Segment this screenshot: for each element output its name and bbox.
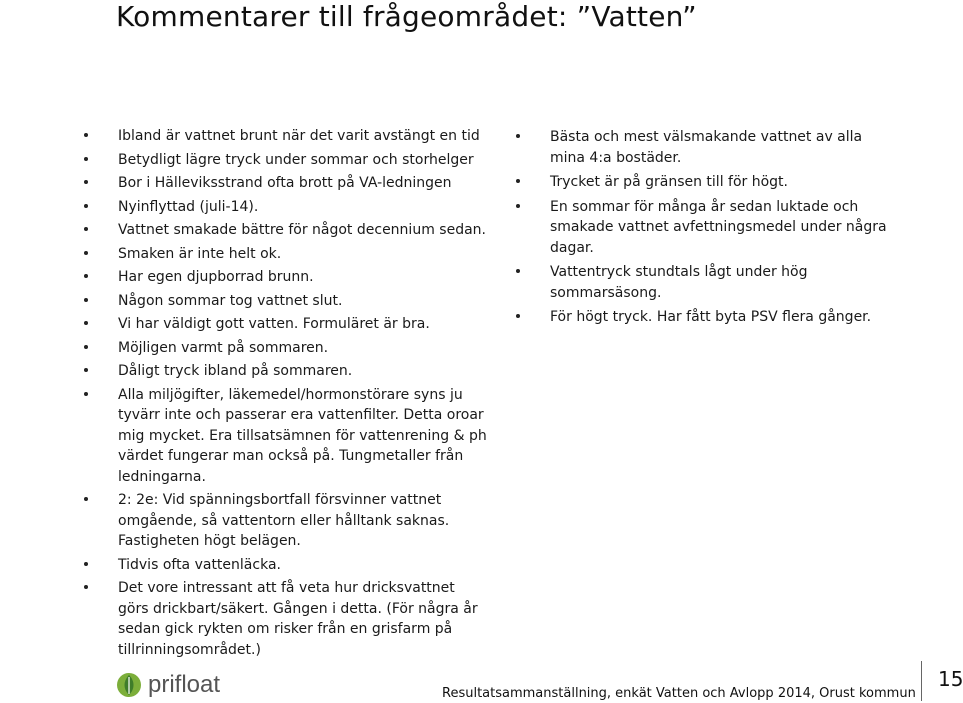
comment-text: Alla miljögifter, läkemedel/hormonstörare syns ju tyvärr inte och passerar era vattenfilter. Detta oroar mig mycket. Era tillsatsämnen för vattenrening & ph värdet fungerar man också på. Tungmetaller från ledningarna. <box>118 386 487 485</box>
comment-text: Smaken är inte helt ok. <box>118 245 282 262</box>
comment-text: Bästa och mest välsmakande vattnet av alla mina 4:a bostäder. <box>550 129 863 166</box>
bullet-icon <box>84 204 88 208</box>
comment-text: Trycket är på gränsen till för högt. <box>550 174 788 190</box>
list-item <box>118 361 488 382</box>
footer-text: Resultatsammanställning, enkät Vatten och Avlopp 2014, Orust kommun <box>442 686 916 701</box>
bullet-icon <box>516 269 520 273</box>
bullet-icon <box>516 134 520 138</box>
comment-text: En sommar för många år sedan luktade och smakade vattnet avfettningsmedel under några dagar. <box>550 198 887 256</box>
comment-text: Betydligt lägre tryck under sommar och storhelger <box>118 151 474 168</box>
bullet-icon <box>84 274 88 278</box>
bullet-icon <box>84 133 88 137</box>
list-item <box>550 172 895 193</box>
bullet-icon <box>84 562 88 566</box>
slide-title: Kommentarer till frågeområdet: ”Vatten” <box>116 0 697 33</box>
list-item <box>118 385 488 488</box>
bullet-icon <box>84 298 88 302</box>
right-comment-list <box>550 127 895 332</box>
bullet-icon <box>516 179 520 183</box>
comment-text: Det vore intressant att få veta hur dricksvattnet görs drickbart/säkert. Gången i detta. (För några år sedan gick rykten om risker från en grisfarm på tillrinningsområdet.) <box>118 580 478 658</box>
list-item <box>118 267 488 288</box>
comment-text: Tidvis ofta vattenläcka. <box>118 556 281 573</box>
list-item <box>118 490 488 552</box>
list-item <box>118 197 488 218</box>
bullet-icon <box>84 157 88 161</box>
list-item <box>118 555 488 576</box>
bullet-icon <box>84 180 88 184</box>
bullet-icon <box>84 251 88 255</box>
page-number: 15 <box>938 667 963 691</box>
list-item <box>550 262 895 303</box>
list-item <box>118 314 488 335</box>
comment-text: Någon sommar tog vattnet slut. <box>118 292 343 309</box>
bullet-icon <box>84 392 88 396</box>
bullet-icon <box>516 314 520 318</box>
comment-text: Har egen djupborrad brunn. <box>118 269 314 285</box>
comment-text: Vi har väldigt gott vatten. Formuläret är bra. <box>118 316 430 332</box>
left-comment-list <box>118 126 488 663</box>
footer-divider <box>921 661 922 701</box>
comment-text: Ibland är vattnet brunt när det varit avstängt en tid <box>118 128 480 144</box>
bullet-icon <box>516 204 520 208</box>
list-item <box>118 578 488 660</box>
bullet-icon <box>84 345 88 349</box>
list-item <box>118 173 488 194</box>
bullet-icon <box>84 585 88 589</box>
list-item <box>550 197 895 259</box>
list-item <box>118 150 488 171</box>
comment-text: Bor i Hälleviksstrand ofta brott på VA-ledningen <box>118 175 452 191</box>
bullet-icon <box>84 368 88 372</box>
prifloat-logo <box>116 671 220 699</box>
comment-text: Vattentryck stundtals lågt under hög sommarsäsong. <box>550 264 808 301</box>
list-item <box>118 126 488 147</box>
comment-text: Vattnet smakade bättre för något decennium sedan. <box>118 222 486 238</box>
list-item <box>118 244 488 265</box>
comment-text: Nyinflyttad (juli-14). <box>118 198 259 215</box>
bullet-icon <box>84 497 88 501</box>
comment-text: Dåligt tryck ibland på sommaren. <box>118 363 353 379</box>
list-item <box>118 338 488 359</box>
comment-text: Möjligen varmt på sommaren. <box>118 339 329 356</box>
list-item <box>118 220 488 241</box>
logo-text: prifloat <box>148 671 221 698</box>
comment-text: 2: 2e: Vid spänningsbortfall försvinner vattnet omgående, så vattentorn eller hålltank saknas. Fastigheten högt belägen. <box>118 492 450 549</box>
list-item <box>550 127 895 168</box>
leaf-icon <box>116 672 142 698</box>
bullet-icon <box>84 321 88 325</box>
list-item <box>118 291 488 312</box>
list-item <box>550 307 895 328</box>
comment-text: För högt tryck. Har fått byta PSV flera gånger. <box>550 309 872 325</box>
bullet-icon <box>84 227 88 231</box>
